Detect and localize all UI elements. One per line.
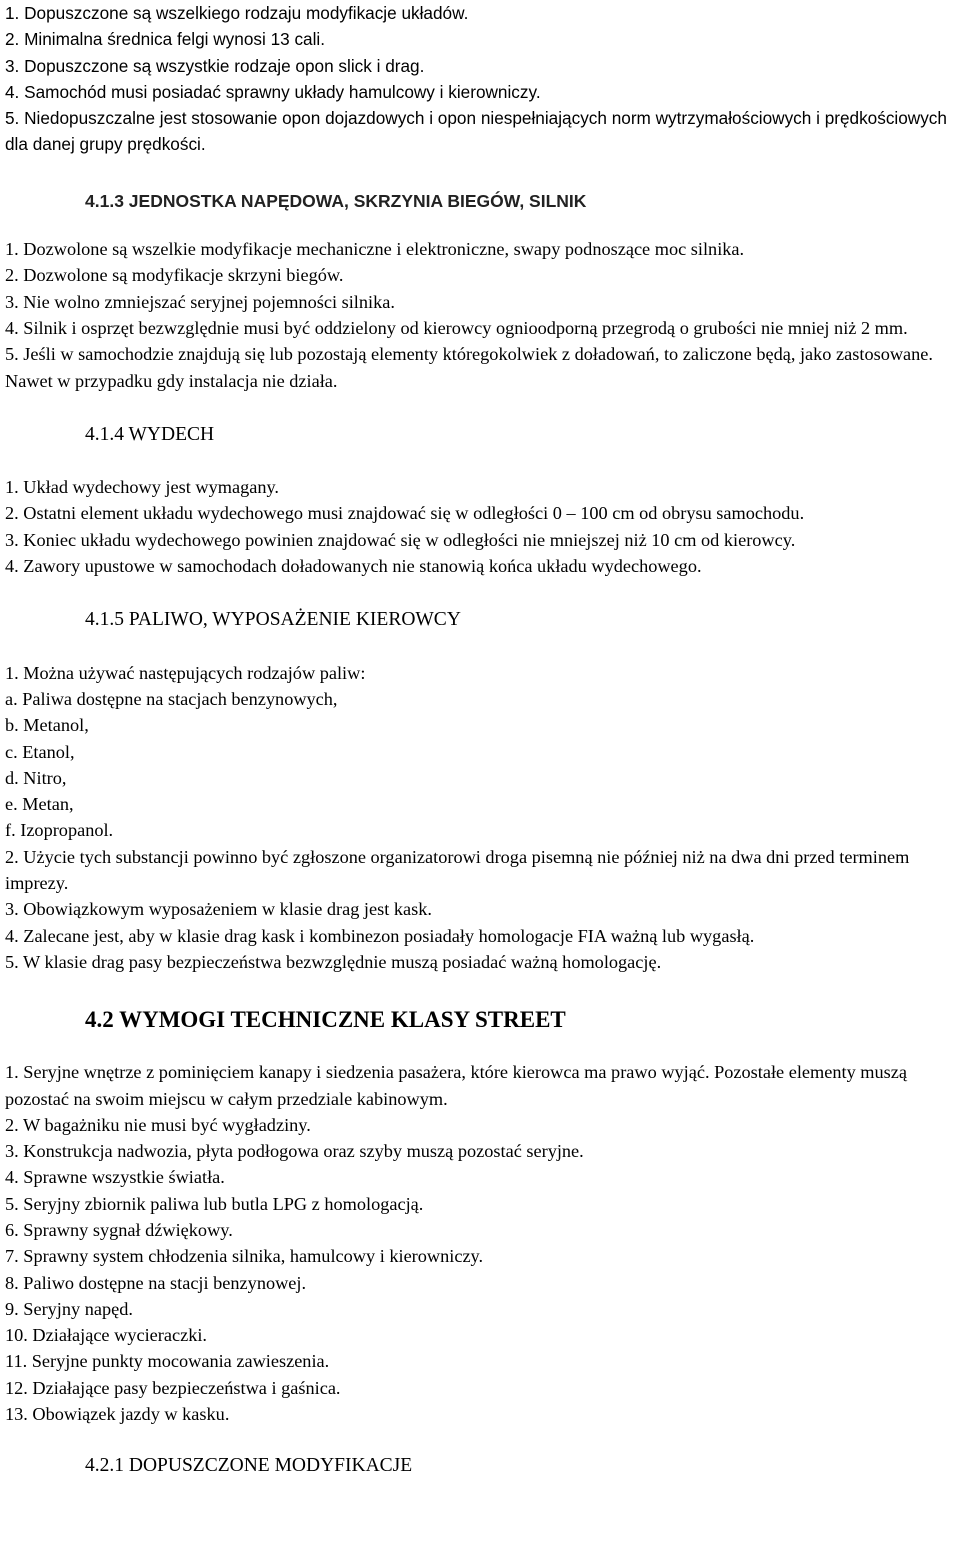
list-item: 2. W bagażniku nie musi być wygładziny. [5,1114,311,1135]
section-heading-4-1-4: 4.1.4 WYDECH [85,423,215,445]
section-4-1-5-list [5,660,955,976]
intro-list [5,0,955,158]
list-item: 11. Seryjne punkty mocowania zawieszenia. [5,1351,330,1372]
list-item: c. Etanol, [5,741,75,762]
list-item: 1. Dopuszczone są wszelkiego rodzaju modyfikacje układów. [5,3,469,23]
list-item: 8. Paliwo dostępne na stacji benzynowej. [5,1272,307,1293]
list-item: 13. Obowiązek jazdy w kasku. [5,1404,230,1425]
list-item: 4. Zawory upustowe w samochodach doładowanych nie stanowią końca układu wydechowego. [5,556,702,577]
list-item: 4. Samochód musi posiadać sprawny układy hamulcowy i kierowniczy. [5,81,541,102]
list-item: 5. Seryjny zbiornik paliwa lub butla LPG z homologacją. [5,1193,424,1214]
list-item: 1. Układ wydechowy jest wymagany. [5,477,279,498]
list-item: 10. Działające wycieraczki. [5,1325,207,1346]
list-item: 2. Minimalna średnica felgi wynosi 13 cali. [5,29,326,50]
section-4-2-list [5,1059,955,1427]
list-item: 3. Koniec układu wydechowego powinien znajdować się w odległości nie mniejszej niż 10 cm od kierowcy. [5,529,796,550]
list-item: 3. Nie wolno zmniejszać seryjnej pojemności silnika. [5,291,395,312]
list-item: 3. Dopuszczone są wszystkie rodzaje opon slick i drag. [5,55,425,76]
section-heading-4-2-1: 4.2.1 DOPUSZCZONE MODYFIKACJE [85,1455,413,1477]
list-item: 3. Konstrukcja nadwozia, płyta podłogowa oraz szyby muszą pozostać seryjne. [5,1141,584,1162]
list-item: 5. W klasie drag pasy bezpieczeństwa bezwzględnie muszą posiadać ważną homologację. [5,951,662,972]
section-heading-4-1-3: 4.1.3 JEDNOSTKA NAPĘDOWA, SKRZYNIA BIEGÓW, SILNIK [85,190,587,211]
list-item: 4. Silnik i osprzęt bezwzględnie musi być oddzielony od kierowcy ognioodporną przegrodą o grubości nie mniej niż 2 mm. [5,317,908,338]
list-item: a. Paliwa dostępne na stacjach benzynowych, [5,688,338,709]
section-heading-4-1-5: 4.1.5 PALIWO, WYPOSAŻENIE KIEROWCY [85,609,461,631]
list-item: 6. Sprawny sygnał dźwiękowy. [5,1219,233,1240]
list-item: 12. Działające pasy bezpieczeństwa i gaśnica. [5,1377,341,1398]
section-4-1-3-list [5,236,955,394]
list-item: 7. Sprawny system chłodzenia silnika, hamulcowy i kierowniczy. [5,1246,484,1267]
list-item: 5. Jeśli w samochodzie znajdują się lub pozostają elementy któregokolwiek z doładowań, to zaliczone będą, jako zastosowane. Nawet w przypadku gdy instalacja nie działa. [5,344,933,391]
list-item: 9. Seryjny napęd. [5,1298,133,1319]
list-item: 4. Zalecane jest, aby w klasie drag kask i kombinezon posiadały homologacje FIA ważną lub wygasłą. [5,925,755,946]
list-item: 2. Dozwolone są modyfikacje skrzyni biegów. [5,265,344,286]
list-item: b. Metanol, [5,715,89,736]
list-item: d. Nitro, [5,767,67,788]
list-item: 1. Można używać następujących rodzajów paliw: [5,662,366,683]
list-item: 4. Sprawne wszystkie światła. [5,1167,225,1188]
list-item: e. Metan, [5,794,74,815]
list-item: 5. Niedopuszczalne jest stosowanie opon dojazdowych i opon niespełniających norm wytrzymałościowych i prędkościowych dla danej grupy prędkości. [5,108,947,155]
list-item: 1. Dozwolone są wszelkie modyfikacje mechaniczne i elektroniczne, swapy podnoszące moc silnika. [5,239,745,260]
list-item: 2. Ostatni element układu wydechowego musi znajdować się w odległości 0 – 100 cm od obrysu samochodu. [5,503,805,524]
document-page [5,0,955,1480]
list-item: 2. Użycie tych substancji powinno być zgłoszone organizatorowi droga pisemną nie później niż na dwa dni przed terminem imprezy. [5,846,910,894]
list-item: 3. Obowiązkowym wyposażeniem w klasie drag jest kask. [5,899,432,920]
list-item: 1. Seryjne wnętrze z pominięciem kanapy i siedzenia pasażera, które kierowca ma prawo wyjąć. Pozostałe elementy muszą pozostać na swoim miejscu w całym przedziale kabinowym. [5,1062,908,1109]
list-item: f. Izopropanol. [5,820,114,841]
section-heading-4-2: 4.2 WYMOGI TECHNICZNE KLASY STREET [85,1007,566,1033]
section-4-1-4-list [5,474,955,579]
